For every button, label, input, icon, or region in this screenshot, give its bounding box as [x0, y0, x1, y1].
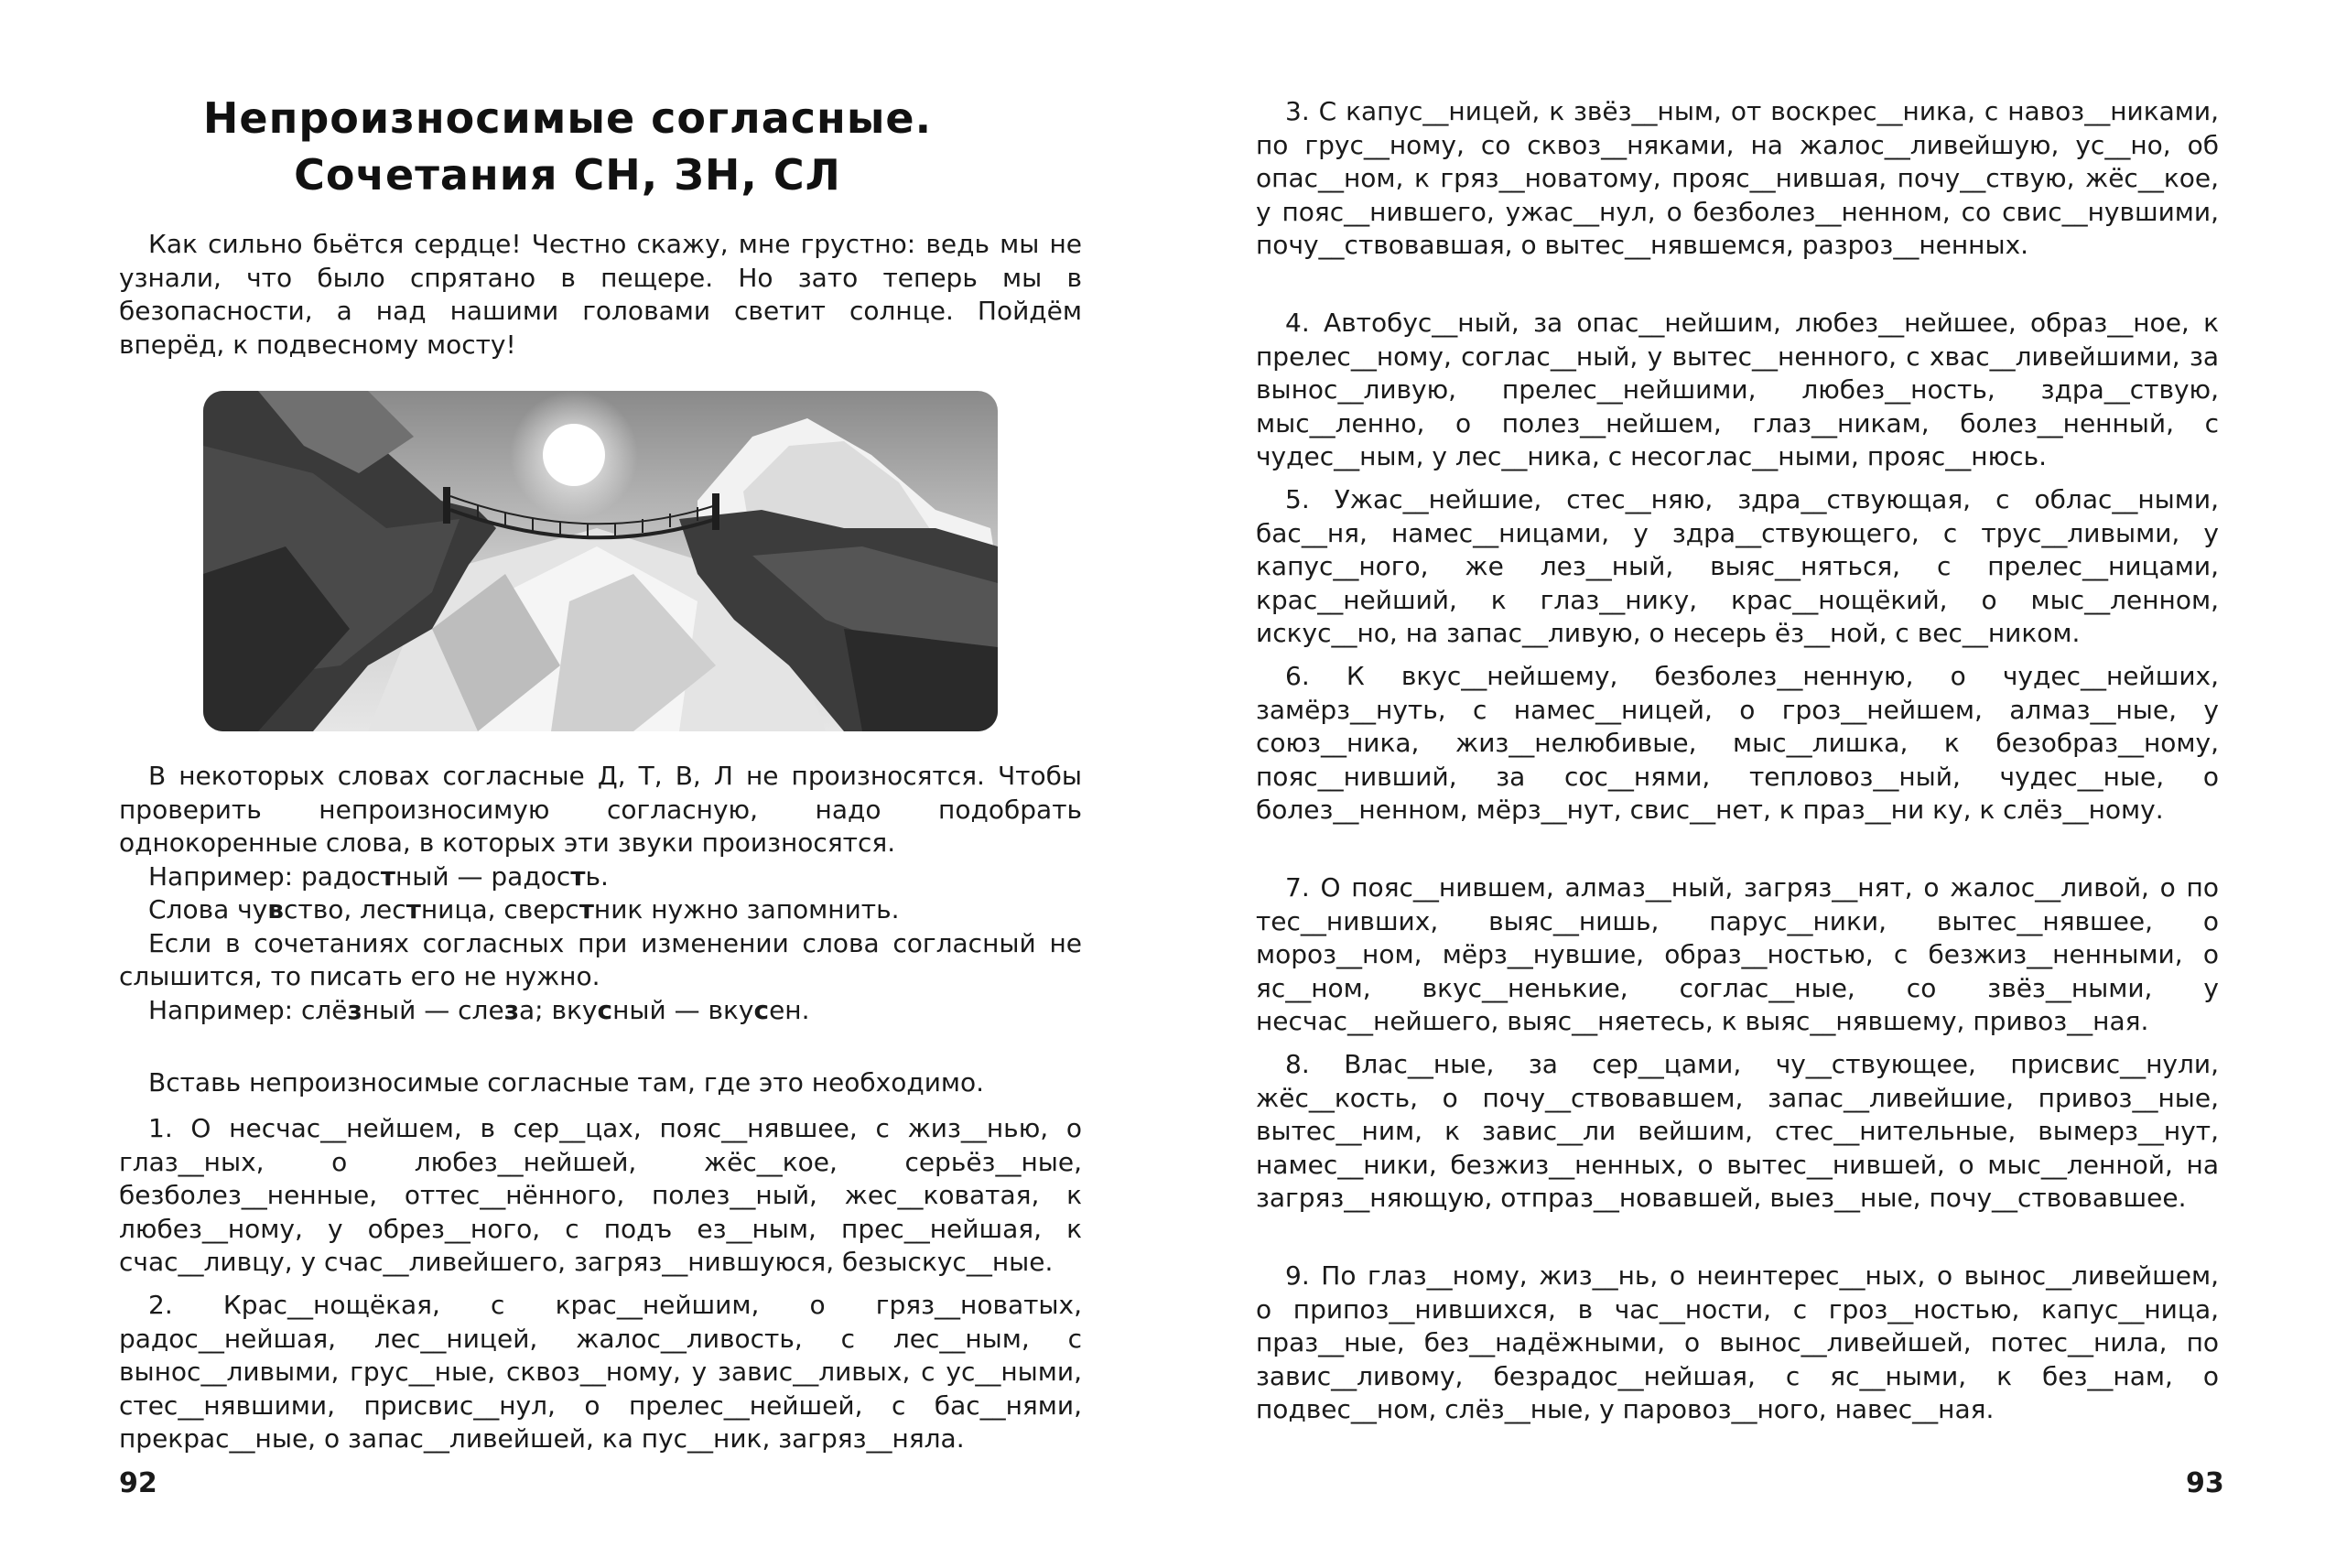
- exercise-1: 1. О несчас__нейшем, в сер__цах, пояс__нявшее, с жиз__нью, о глаз__ных, о любез__нейшей, жёс__кое, серьёз__ные, безболез__ненные, оттес__нённого, полез__ный, жес__коватая, к любез__ному, у обрез__ного, с подъ ез__ным, прес__нейшая, к счас__ливцу, у счас__ливейшего, загряз__нившуюся, безыскус__ные.: [119, 1113, 1082, 1277]
- rule-paragraph-1: В некоторых словах согласные Д, Т, В, Л не произносятся. Чтобы проверить непроизносимую согласную, надо подобрать однокоренные слова, в которых эти звуки произносятся.: [119, 761, 1082, 858]
- mountain-bridge-illustration: [203, 391, 998, 731]
- exercise-3: 3. С капус__ницей, к звёз__ным, от воскрес__ника, с навоз__никами, по грус__ному, со сквоз__няками, на жалос__ливейшую, ус__но, об опас__ном, к гряз__новатому, прояс__нившая, почу__ствую, жёс__кое, у пояс__нившего, ужас__нул, о безболез__ненном, со свис__нувшими, почу__ствовавшая, о вытес__нявшемся, разроз__ненных.: [1256, 96, 2219, 260]
- page-title: [183, 90, 952, 203]
- exercise-7: 7. О пояс__нившем, алмаз__ный, загряз__нят, о жалос__ливой, о по тес__нивших, выяс__нишь, парус__ники, вытес__нявшее, о мороз__ном, мёрз__нувшие, образ__ностью, с безжиз__ненными, о яс__ном, вкус__ненькие, соглас__ные, со звёз__ными, у несчас__нейшего, выяс__няетесь, к выяс__нявшему, привоз__ная.: [1256, 872, 2219, 1036]
- rule-paragraph-3: Если в сочетаниях согласных при изменении слова согласный не слышится, то писать его не нужно.: [119, 927, 1082, 991]
- page-number-left: 92: [119, 1467, 157, 1499]
- rule-memorize: Слова чувство, лестница, сверстник нужно запомнить.: [148, 894, 900, 925]
- rule-example-1: Например: радостный — радость.: [148, 860, 609, 892]
- exercise-8: 8. Влас__ные, за сер__цами, чу__ствующее, присвис__нули, жёс__кость, о почу__ствовавшем, запас__ливейшие, привоз__ные, вытес__ним, к завис__ли вейшим, стес__нительные, вымерз__нут, намес__ники, безжиз__ненных, о вытес__нившей, о мыс__ленной, на загряз__няющую, отпраз__новавшей, выез__ные, почу__ствовавшее.: [1256, 1049, 2219, 1213]
- exercise-5: 5. Ужас__нейшие, стес__няю, здра__ствующая, с облас__ными, бас__ня, намес__ницами, у здра__ствующего, с трус__ливыми, у капус__ного, же лез__ный, выяс__няться, с прелес__ницами, крас__нейший, к глаз__нику, крас__нощёкий, о мыс__ленном, искус__но, на запас__ливую, о несерь ёз__ной, с вес__ником.: [1256, 484, 2219, 648]
- task-instruction: Вставь непроизносимые согласные там, где это необходимо.: [148, 1067, 985, 1098]
- page-number-right: 93: [2186, 1467, 2224, 1499]
- rule-example-2: Например: слёзный — слеза; вкусный — вкусен.: [148, 994, 810, 1025]
- exercise-4: 4. Автобус__ный, за опас__нейшим, любез__нейшее, образ__ное, к прелес__ному, соглас__ный, у вытес__ненного, с хвас__ливейшими, за вынос__ливую, прелес__нейшими, любез__ность, здра__ствую, мыс__ленно, о полез__нейшем, глаз__никам, болез__ненный, с чудес__ным, у лес__ника, с несоглас__ными, прояс__нюсь.: [1256, 308, 2219, 471]
- title-line-2: Сочетания СН, ЗН, СЛ: [294, 150, 841, 200]
- exercise-9: 9. По глаз__ному, жиз__нь, о неинтерес__ных, о вынос__ливейшем, о припоз__нившихся, в час__ности, с гроз__ностью, капус__ница, праз__ные, без__надёжными, о вынос__ливейшей, потес__нила, по завис__ливому, безрадос__нейшая, с яс__ными, к без__нам, о подвес__ном, слёз__ные, у паровоз__ного, навес__ная.: [1256, 1260, 2219, 1424]
- title-line-1: Непроизносимые согласные.: [202, 93, 933, 143]
- rule-block: [119, 760, 1082, 1027]
- intro-paragraph: Как сильно бьётся сердце! Честно скажу, мне грустно: ведь мы не узнали, что было спрятано в пещере. Но зато теперь мы в безопасности, а над нашими головами светит солнце. Пойдём вперёд, к подвесному мосту!: [119, 229, 1082, 360]
- exercise-2: 2. Крас__нощёкая, с крас__нейшим, о гряз__новатых, радос__нейшая, лес__ницей, жалос__ливость, с лес__ным, с вынос__ливыми, грус__ные, сквоз__ному, у завис__ливых, с ус__ными, стес__нявшими, присвис__нул, о прелес__нейшей, с бас__нями, прекрас__ные, о запас__ливейшей, ка пус__ник, загряз__няла.: [119, 1290, 1082, 1454]
- exercise-6: 6. К вкус__нейшему, безболез__ненную, о чудес__нейших, замёрз__нуть, с намес__ницей, о гроз__нейшем, алмаз__ные, у союз__ника, жиз__нелюбивые, мыс__лишка, к безобраз__ному, пояс__нивший, за сос__нями, тепловоз__ный, чудес__ные, о болез__ненном, мёрз__нут, свис__нет, к праз__ни ку, к слёз__ному.: [1256, 661, 2219, 825]
